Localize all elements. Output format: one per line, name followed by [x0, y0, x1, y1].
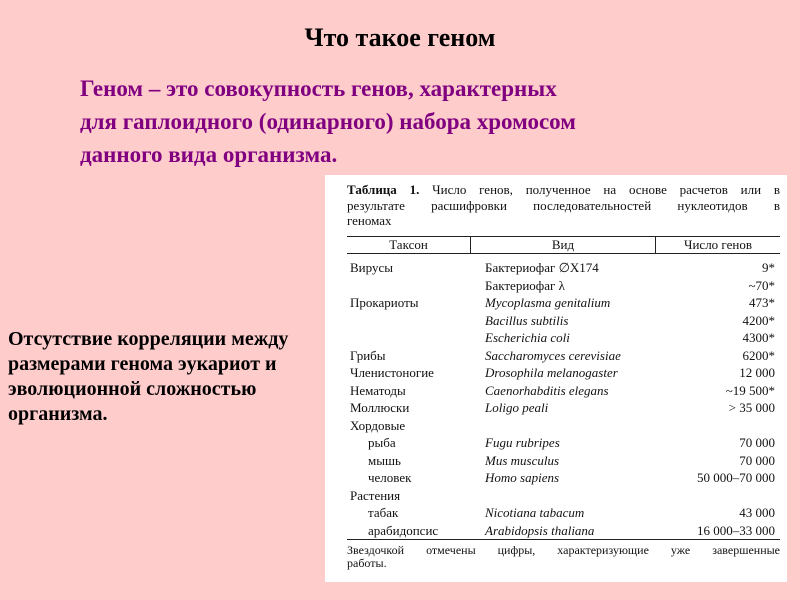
header-gene-count: Число генов	[655, 237, 780, 253]
species-cell: Fugu rubripes	[485, 435, 560, 450]
correlation-note	[8, 327, 288, 427]
table-row	[347, 294, 780, 312]
species-cell: Mycoplasma genitalium	[485, 295, 611, 310]
taxon-cell: табак	[368, 505, 399, 520]
taxon-cell: человек	[368, 470, 412, 485]
gene-table	[347, 236, 780, 540]
species-cell	[470, 417, 655, 435]
gene-count-cell	[655, 487, 780, 505]
species-cell: Arabidopsis thaliana	[485, 522, 595, 538]
species-cell: Caenorhabditis elegans	[485, 382, 609, 398]
header-species: Вид	[470, 237, 655, 253]
table-subrow	[347, 504, 780, 522]
table-caption	[347, 182, 780, 229]
taxon-cell: Прокариоты	[350, 295, 419, 310]
gene-count-cell: ~70*	[748, 277, 775, 293]
gene-count-cell: 70 000	[739, 452, 775, 468]
species-cell: Nicotiana tabacum	[485, 505, 585, 520]
species-cell: Bacillus subtilis	[485, 312, 569, 328]
taxon-cell: Моллюски	[350, 400, 410, 415]
caption-line: геномах	[347, 213, 392, 228]
taxon-cell: Членистоногие	[350, 365, 434, 380]
caption-text: Число генов, полученное на основе расчетов или в	[432, 182, 781, 197]
taxon-cell: Растения	[350, 487, 401, 503]
gene-count-cell: > 35 000	[728, 400, 775, 415]
gene-count-cell	[655, 417, 780, 435]
table-footnote	[347, 544, 780, 570]
table-row	[347, 259, 780, 277]
table-row	[347, 487, 780, 505]
species-cell: Homo sapiens	[485, 470, 560, 485]
taxon-cell: Грибы	[350, 347, 386, 363]
taxon-cell	[347, 329, 470, 347]
gene-count-cell: 50 000–70 000	[697, 470, 775, 485]
caption-line	[347, 182, 780, 198]
gene-count-cell: 473*	[749, 295, 775, 310]
note-line: размерами генома эукариот и	[8, 353, 277, 375]
note-line: эволюционной сложностью	[8, 378, 257, 400]
species-cell: Mus musculus	[485, 452, 560, 468]
table-row	[347, 364, 780, 382]
table-subrow	[347, 522, 780, 540]
gene-count-cell: 4300*	[742, 330, 775, 345]
header-taxon: Таксон	[389, 237, 428, 252]
table-row	[347, 312, 780, 330]
note-line: организма.	[8, 403, 108, 425]
caption-line: результате расшифровки последовательностей нуклеотидов в	[347, 197, 780, 213]
definition-line: Геном – это совокупность генов, характерных	[80, 76, 557, 101]
table-label: Таблица 1.	[347, 182, 420, 197]
taxon-cell: Нематоды	[350, 382, 406, 398]
footnote-line: работы.	[347, 556, 387, 570]
table-header	[347, 236, 780, 254]
definition-line: данного вида организма.	[80, 142, 338, 167]
table-row	[347, 399, 780, 417]
table-row	[347, 347, 780, 365]
taxon-cell: Вирусы	[350, 260, 393, 275]
definition-line: для гаплоидного (одинарного) набора хромосом	[80, 109, 576, 134]
gene-count-cell: ~19 500*	[725, 382, 775, 398]
taxon-cell: Хордовые	[350, 417, 406, 433]
species-cell: Loligo peali	[485, 400, 549, 415]
gene-count-cell: 12 000	[739, 365, 775, 380]
species-cell: Escherichia coli	[485, 330, 570, 345]
species-cell: Бактериофаг λ	[485, 277, 565, 293]
note-line: Отсутствие корреляции между	[8, 328, 289, 350]
species-cell: Бактериофаг ∅X174	[485, 260, 599, 275]
table-row	[347, 417, 780, 435]
gene-count-cell: 43 000	[739, 505, 775, 520]
species-cell: Drosophila melanogaster	[485, 365, 618, 380]
taxon-cell: рыба	[368, 435, 396, 450]
table-row	[347, 382, 780, 400]
species-cell: Saccharomyces cerevisiae	[485, 347, 621, 363]
taxon-cell: мышь	[368, 452, 401, 468]
gene-count-cell: 9*	[762, 260, 775, 275]
gene-count-cell: 16 000–33 000	[697, 522, 775, 538]
gene-count-cell: 6200*	[742, 347, 775, 363]
table-body	[347, 259, 780, 540]
table-subrow	[347, 452, 780, 470]
table-row	[347, 329, 780, 347]
genome-definition	[80, 72, 576, 171]
gene-count-cell: 70 000	[739, 435, 775, 450]
taxon-cell	[347, 277, 470, 295]
footnote-line: Звездочкой отмечены цифры, характеризующие уже завершенные	[347, 543, 780, 557]
species-cell	[470, 487, 655, 505]
taxon-cell	[347, 312, 470, 330]
table-subrow	[347, 469, 780, 487]
taxon-cell: арабидопсис	[368, 522, 439, 538]
table-subrow	[347, 434, 780, 452]
gene-count-table-figure	[325, 175, 787, 582]
slide-title: Что такое геном	[304, 23, 496, 52]
gene-count-cell: 4200*	[742, 312, 775, 328]
table-row	[347, 277, 780, 295]
